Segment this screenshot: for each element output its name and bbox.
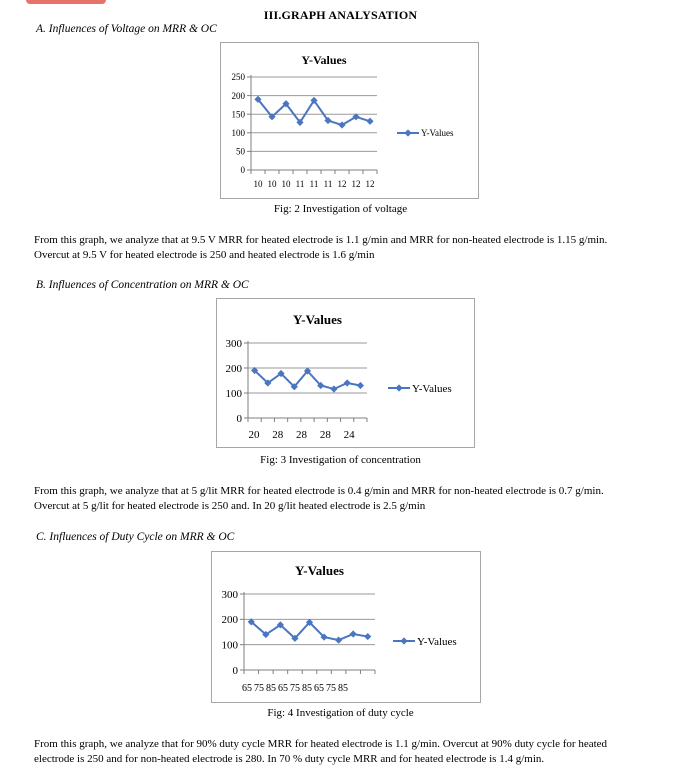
header-logo-fragment bbox=[26, 0, 106, 4]
y-tick-label: 100 bbox=[221, 639, 238, 652]
chart-concentration bbox=[216, 298, 475, 448]
x-tick-label: 65 bbox=[278, 683, 288, 694]
chart-voltage-svg bbox=[221, 43, 478, 198]
x-tick-label: 20 bbox=[248, 429, 260, 441]
data-point bbox=[344, 379, 351, 386]
subsection-heading-concentration: B. Influences of Concentration on MRR & OC bbox=[36, 279, 249, 291]
paragraph-line: electrode is 250 and for non-heated electrode is 280. In 70 % duty cycle MRR and for heated electrode is 1.4 g/min. bbox=[34, 753, 545, 765]
x-tick-label: 12 bbox=[351, 179, 361, 189]
y-tick-label: 200 bbox=[225, 362, 242, 375]
paragraph-line: From this graph, we analyze that for 90% duty cycle MRR for heated electrode is 1.1 g/min. Overcut at 90% duty cycle for heated bbox=[34, 738, 608, 750]
y-tick-label: 0 bbox=[232, 664, 238, 677]
paragraph-line: Overcut at 5 g/lit for heated electrode is 250 and. In 20 g/lit heated electrode is 2.5 g/min bbox=[34, 500, 426, 512]
data-point bbox=[335, 637, 342, 644]
y-tick-label: 250 bbox=[231, 72, 245, 83]
x-tick-label: 65 bbox=[242, 683, 252, 694]
y-tick-label: 50 bbox=[236, 146, 245, 157]
x-tick-label: 12 bbox=[365, 179, 375, 189]
legend-marker bbox=[404, 129, 411, 136]
x-tick-label: 28 bbox=[319, 429, 331, 441]
paragraph-concentration bbox=[34, 484, 674, 514]
legend-marker bbox=[395, 384, 402, 391]
x-tick-label: 10 bbox=[281, 179, 291, 189]
chart-duty-cycle bbox=[211, 551, 481, 703]
paragraph-line: From this graph, we analyze that at 5 g/lit MRR for heated electrode is 0.4 g/min and MRR for non-heated electrode is 0.7 g/min. bbox=[34, 485, 604, 497]
chart-concentration-svg bbox=[217, 299, 474, 447]
y-tick-label: 200 bbox=[231, 90, 245, 101]
x-tick-label: 85 bbox=[338, 683, 348, 694]
chart-title: Y-Values bbox=[293, 312, 342, 327]
paragraph-line: From this graph, we analyze that at 9.5 V MRR for heated electrode is 1.1 g/min and MRR for non-heated electrode is 1.15 g/min. bbox=[34, 234, 608, 246]
x-tick-label: 75 bbox=[326, 683, 336, 694]
x-tick-label: 12 bbox=[337, 179, 347, 189]
figure-caption-concentration: Fig: 3 Investigation of concentration bbox=[260, 454, 421, 466]
x-tick-label: 10 bbox=[253, 179, 263, 189]
y-tick-label: 300 bbox=[221, 588, 238, 601]
legend-label: Y-Values bbox=[421, 128, 454, 139]
x-tick-label: 10 bbox=[267, 179, 277, 189]
y-tick-label: 200 bbox=[221, 614, 238, 627]
x-tick-label: 85 bbox=[266, 683, 276, 694]
y-tick-label: 300 bbox=[225, 337, 242, 350]
x-tick-label: 85 bbox=[302, 683, 312, 694]
section-heading: III.GRAPH ANALYSATION bbox=[263, 8, 418, 22]
legend-marker bbox=[400, 637, 407, 644]
data-point bbox=[366, 118, 373, 125]
subsection-heading-duty-cycle: C. Influences of Duty Cycle on MRR & OC bbox=[36, 531, 235, 543]
x-tick-label: 28 bbox=[272, 429, 284, 441]
chart-duty-cycle-svg bbox=[212, 552, 480, 702]
data-point bbox=[357, 382, 364, 389]
x-tick-label: 75 bbox=[290, 683, 300, 694]
legend-label: Y-Values bbox=[412, 382, 452, 395]
chart-title: Y-Values bbox=[301, 53, 347, 67]
chart-voltage bbox=[220, 42, 479, 199]
y-tick-label: 100 bbox=[225, 387, 242, 400]
paragraph-line: Overcut at 9.5 V for heated electrode is 250 and heated electrode is 1.6 g/min bbox=[34, 249, 375, 261]
figure-caption-voltage: Fig: 2 Investigation of voltage bbox=[273, 203, 408, 215]
y-tick-label: 0 bbox=[240, 165, 245, 176]
y-tick-label: 0 bbox=[236, 412, 242, 425]
x-tick-label: 11 bbox=[323, 179, 333, 189]
paragraph-duty-cycle bbox=[34, 737, 674, 767]
data-point bbox=[350, 630, 357, 637]
x-tick-label: 65 bbox=[314, 683, 324, 694]
y-tick-label: 150 bbox=[231, 109, 245, 120]
x-tick-label: 11 bbox=[309, 179, 319, 189]
x-tick-label: 75 bbox=[254, 683, 264, 694]
y-tick-label: 100 bbox=[231, 127, 245, 138]
x-tick-label: 28 bbox=[296, 429, 308, 441]
subsection-heading-voltage: A. Influences of Voltage on MRR & OC bbox=[36, 23, 217, 35]
paragraph-voltage bbox=[34, 233, 674, 263]
figure-caption-duty-cycle: Fig: 4 Investigation of duty cycle bbox=[267, 707, 414, 719]
chart-title: Y-Values bbox=[295, 563, 344, 578]
data-point bbox=[330, 385, 337, 392]
legend-label: Y-Values bbox=[417, 635, 457, 648]
x-tick-label: 11 bbox=[295, 179, 305, 189]
data-point bbox=[364, 633, 371, 640]
x-tick-label: 24 bbox=[343, 429, 355, 441]
